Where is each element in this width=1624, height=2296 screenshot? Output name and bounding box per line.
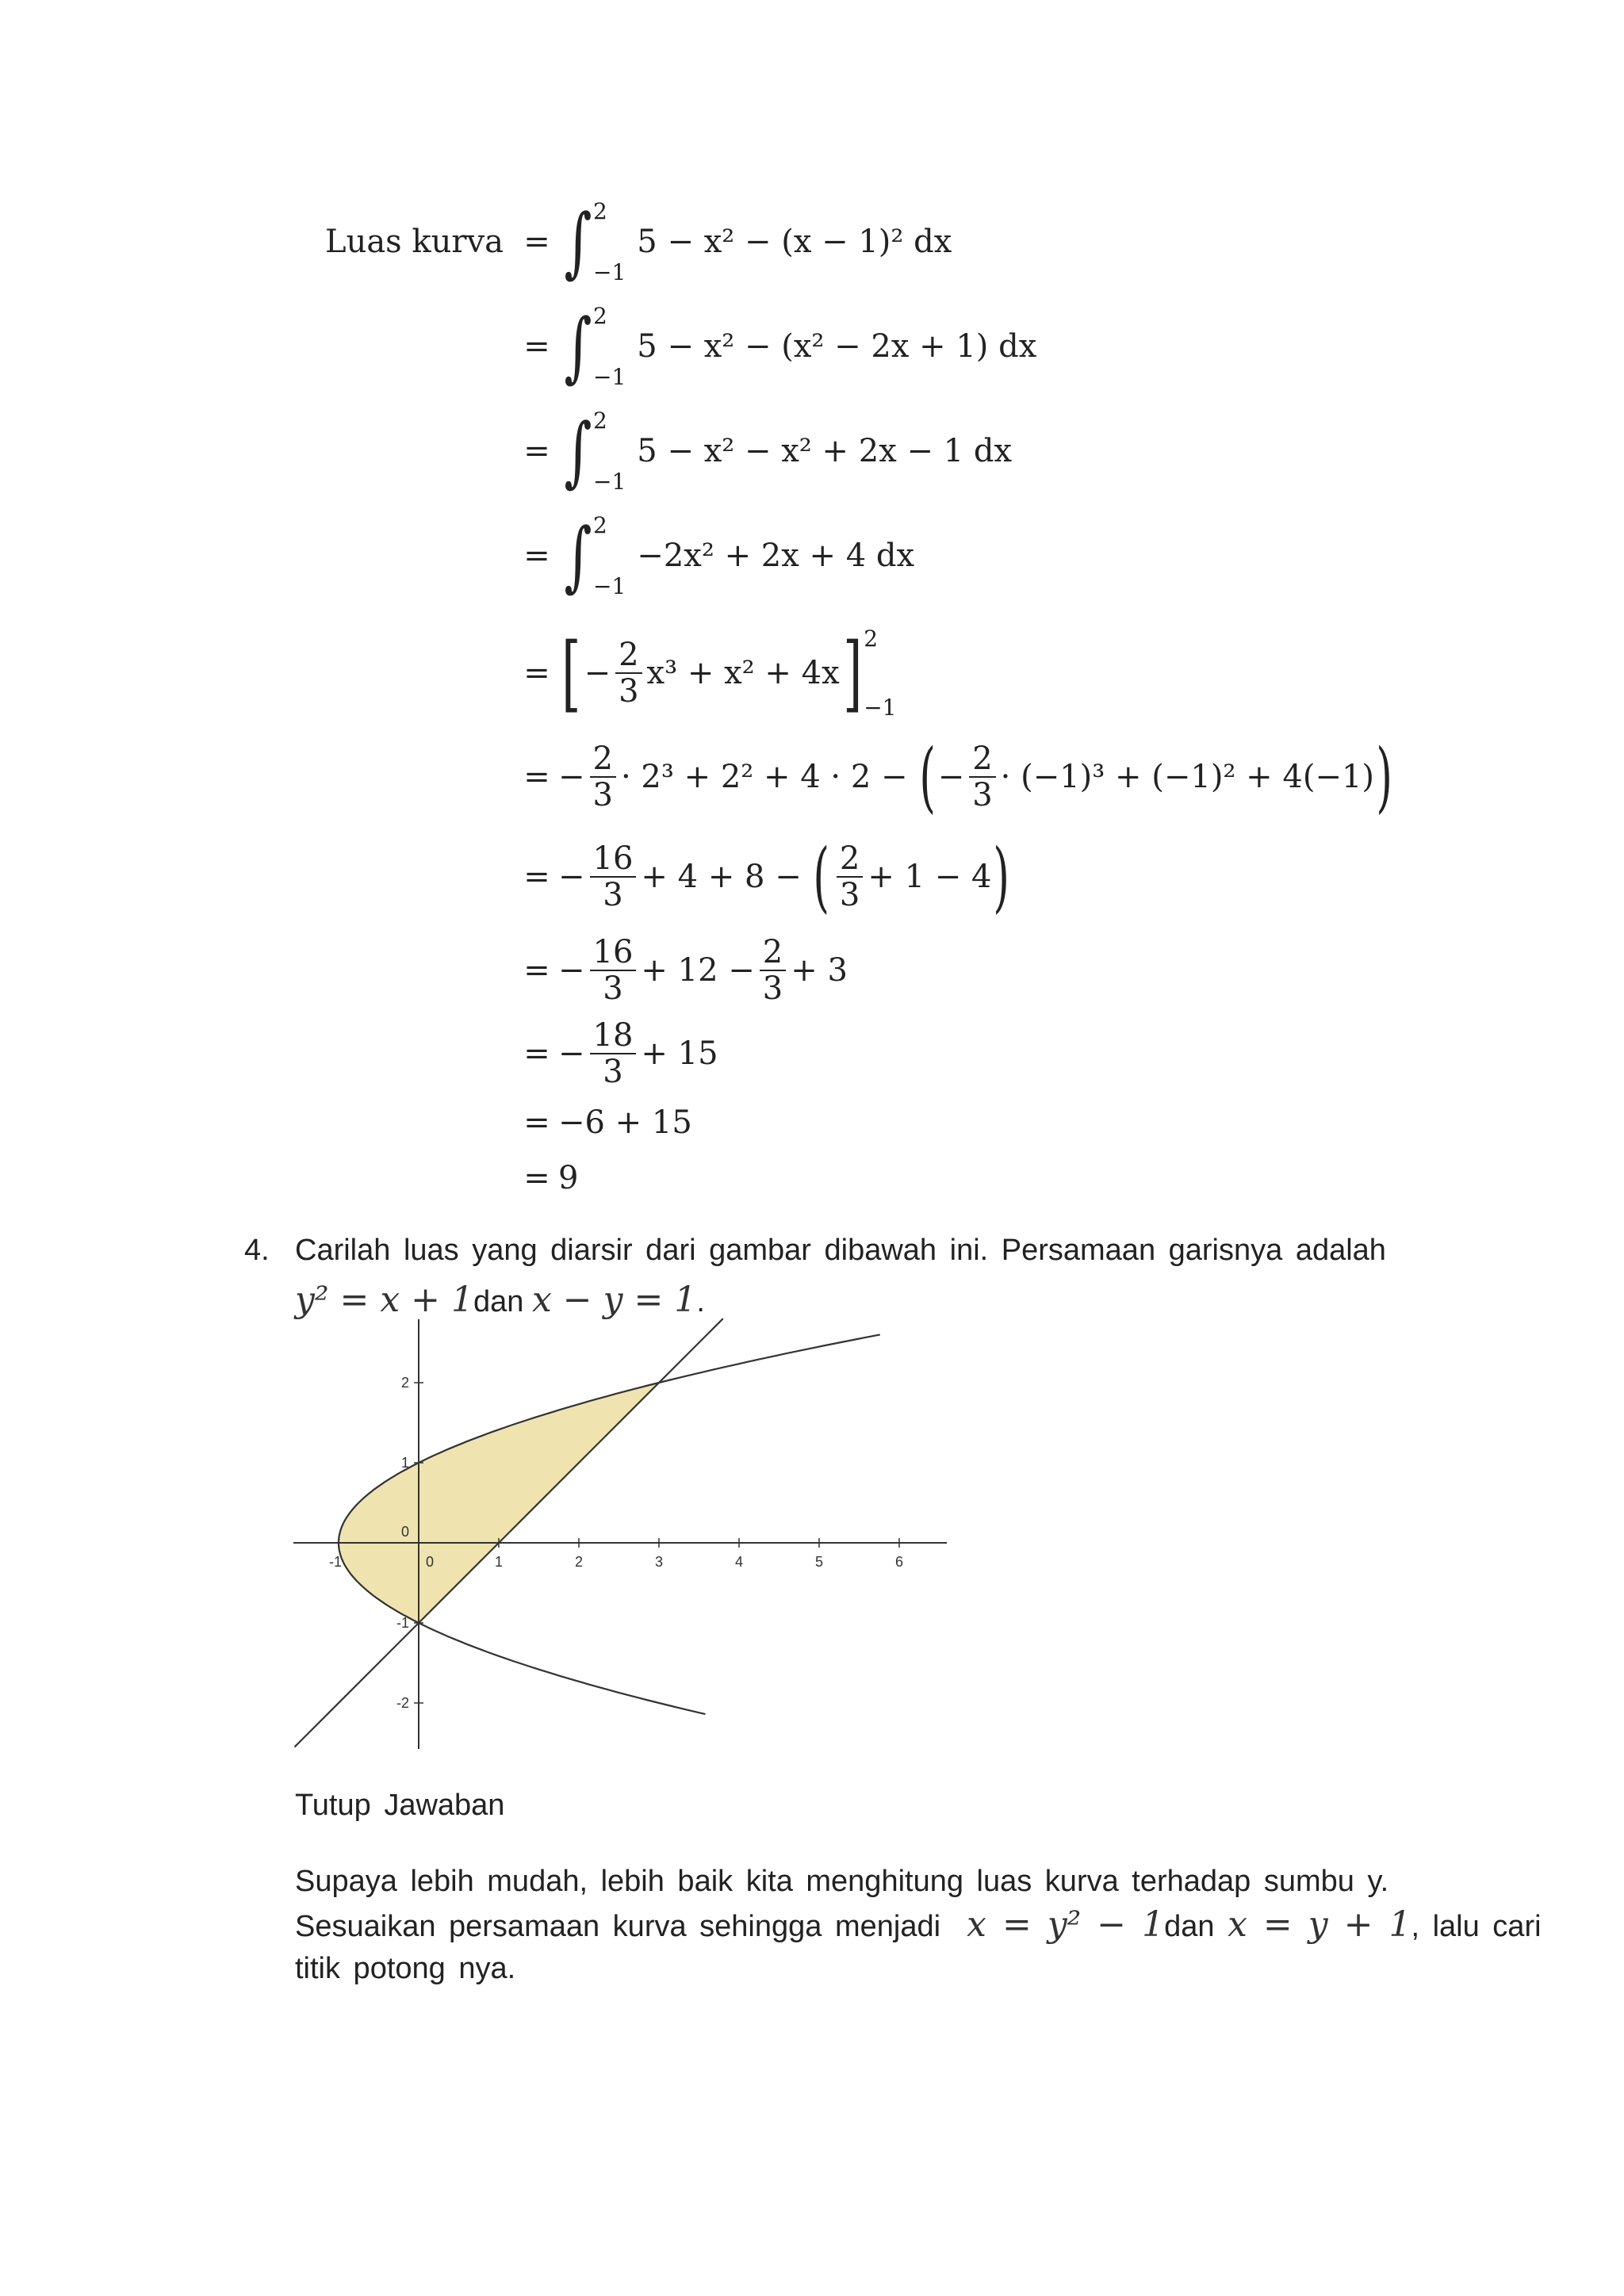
x-tick-label: 5: [814, 1554, 824, 1570]
derivation-step-1: Luas kurva = ∫ 2 −1 5 − x² − (x − 1)² dx: [325, 197, 952, 286]
final-result: 9: [558, 1160, 579, 1196]
question-equations: y² = x + 1 dan x − y = 1 .: [295, 1280, 705, 1320]
x-tick-label: 2: [574, 1554, 584, 1570]
x-tick-label: 0: [425, 1554, 435, 1570]
derivation-step-5: = [ − $\frac{2}{3}$ x³ + x² + 4x ] 2 −1: [523, 625, 897, 721]
y-tick-label: 2: [400, 1375, 409, 1391]
area-label: Luas kurva: [325, 224, 504, 260]
area-graph: [293, 1316, 952, 1752]
derivation-step-9: = − $\frac{18}{3}$ + 15: [523, 1017, 718, 1090]
x-tick-label: 6: [894, 1554, 904, 1570]
derivation-step-8: = − $\frac{16}{3}$ + 12 − $\frac{2}{3}$ + 3: [523, 934, 848, 1007]
integral-sign: ∫ 2 −1: [564, 197, 626, 286]
equation-x-parabola: x = y² − 1: [967, 1904, 1165, 1945]
x-tick-label: -1: [328, 1554, 343, 1570]
y-tick-label: 0: [400, 1524, 409, 1540]
answer-line-3: titik potong nya.: [295, 1952, 516, 1985]
shaded-region: [339, 1383, 659, 1623]
derivation-step-6: = − $\frac{2}{3}$ · 2³ + 2² + 4 · 2 − ( − $\frac{2}{3}$ · (−1)³ + (−1)² + 4(−1) ): [523, 733, 1393, 821]
x-tick-label: 4: [734, 1554, 744, 1570]
derivation-step-11: = 9: [523, 1160, 579, 1196]
derivation-step-4: = ∫ 2 −1 −2x² + 2x + 4 dx: [523, 511, 915, 600]
question-text: Carilah luas yang diarsir dari gambar dibawah ini. Persamaan garisnya adalah: [295, 1234, 1386, 1267]
integral-sign: ∫ 2 −1: [564, 407, 626, 496]
x-tick-label: 1: [494, 1554, 504, 1570]
derivation-step-2: = ∫ 2 −1 5 − x² − (x² − 2x + 1) dx: [523, 302, 1037, 391]
toggle-answer-link[interactable]: Tutup Jawaban: [295, 1789, 505, 1822]
derivation-step-3: = ∫ 2 −1 5 − x² − x² + 2x − 1 dx: [523, 407, 1013, 496]
integral-sign: ∫ 2 −1: [564, 302, 626, 391]
x-tick-label: 3: [654, 1554, 664, 1570]
equation-x-line: x = y + 1: [1228, 1904, 1411, 1945]
answer-line-2: Sesuaikan persamaan kurva sehingga menjadi x = y² − 1 dan x = y + 1 , lalu cari: [295, 1904, 1542, 1945]
y-tick-label: -2: [396, 1695, 409, 1711]
y-tick-label: 1: [400, 1455, 409, 1471]
integral-sign: ∫ 2 −1: [564, 511, 626, 600]
equation-parabola: y² = x + 1: [295, 1280, 473, 1320]
y-tick-label: -1: [396, 1615, 409, 1631]
equation-line: x − y = 1: [531, 1280, 697, 1320]
answer-line-1: Supaya lebih mudah, lebih baik kita menghitung luas kurva terhadap sumbu y.: [295, 1865, 1389, 1898]
derivation-step-7: = − $\frac{16}{3}$ + 4 + 8 − ( $\frac{2}{3}$ + 1 − 4 ): [523, 832, 1010, 921]
derivation-step-10: = −6 + 15: [523, 1104, 692, 1141]
question-number: 4.: [244, 1234, 270, 1267]
